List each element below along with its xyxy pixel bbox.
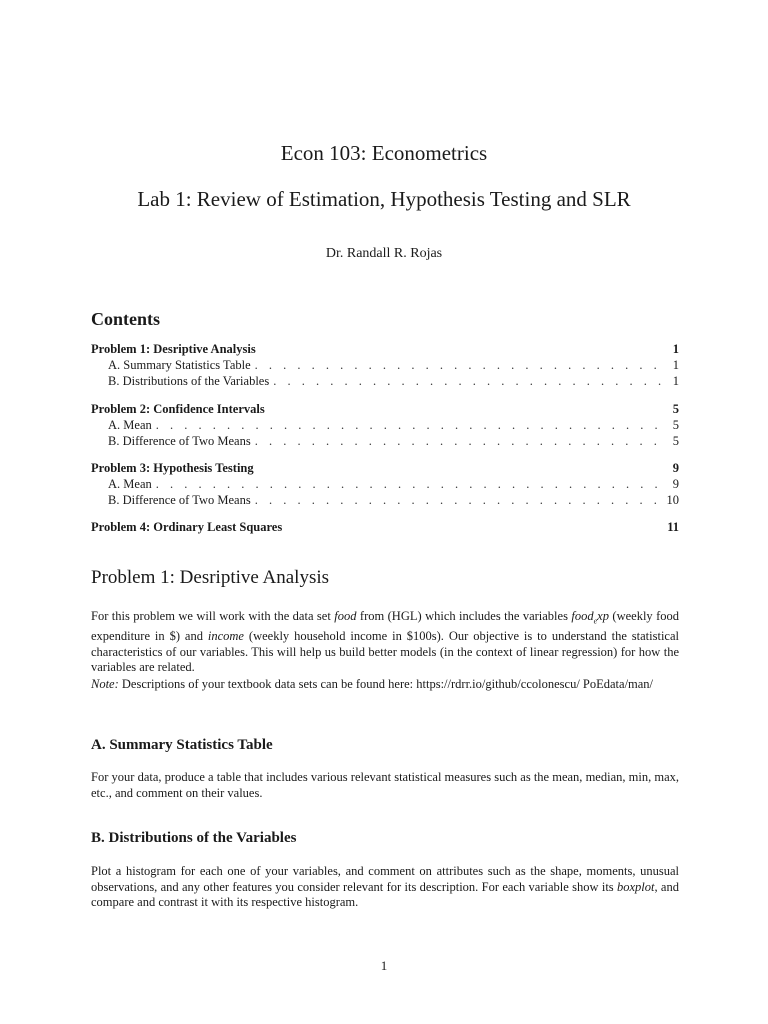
toc-entry-label: A. Summary Statistics Table xyxy=(108,358,251,372)
toc-page-number: 9 xyxy=(672,477,679,491)
section-a-text: For your data, produce a table that includes various relevant statistical measures such as the mean, median, min, max, etc., and comment on their values. xyxy=(91,770,679,800)
toc-entry-problem-1[interactable] xyxy=(91,341,679,357)
toc-page-number: 5 xyxy=(672,402,679,416)
toc-entry-problem-2[interactable] xyxy=(91,401,679,417)
section-b-heading: B. Distributions of the Variables xyxy=(91,830,297,846)
toc-entry-problem-3[interactable] xyxy=(91,460,679,476)
toc-entry-label: Problem 4: Ordinary Least Squares xyxy=(91,520,283,534)
toc-leader-dots xyxy=(255,433,661,449)
toc-leader-dots xyxy=(156,417,661,433)
section-b-text: Plot a histogram for each one of your variables, and comment on attributes such as the shape, moments, unusual observations, and any other features you consider relevant for its description. For each variable show its boxplot, and compare and contrast it with its respective histogram. xyxy=(91,864,679,909)
course-title: Econ 103: Econometrics xyxy=(280,141,488,165)
toc-entry-2b[interactable] xyxy=(91,433,679,449)
toc-entry-label: Problem 3: Hypothesis Testing xyxy=(91,461,254,475)
variable-income: income xyxy=(207,629,244,643)
toc-page-number: 1 xyxy=(672,358,679,372)
variable-food-exp: food$_e$xp xyxy=(571,609,609,626)
toc-entry-label: B. Difference of Two Means xyxy=(108,493,251,507)
page-number: 1 xyxy=(380,958,388,973)
note-text: Descriptions of your textbook data sets can be found here: https://rdrr.io/github/ccolonescu/ PoEdata/man/ xyxy=(118,677,654,691)
toc-leader-dots xyxy=(273,373,661,389)
toc-group-3 xyxy=(91,460,679,508)
toc-group-1 xyxy=(91,341,679,389)
toc-entry-label: B. Distributions of the Variables xyxy=(108,374,270,388)
toc-entry-problem-4[interactable] xyxy=(91,519,679,535)
contents-heading: Contents xyxy=(91,309,161,329)
dataset-name: food xyxy=(334,609,357,623)
toc-entry-label: A. Mean xyxy=(108,418,152,432)
toc-entry-1a[interactable] xyxy=(91,357,679,373)
toc-entry-label: Problem 1: Desriptive Analysis xyxy=(91,342,256,356)
toc-entry-label: Problem 2: Confidence Intervals xyxy=(91,402,265,416)
author: Dr. Randall R. Rojas xyxy=(325,246,443,261)
toc-entry-1b[interactable] xyxy=(91,373,679,389)
toc-page-number: 5 xyxy=(672,434,679,448)
toc-entry-label: A. Mean xyxy=(108,477,152,491)
toc-page-number: 1 xyxy=(672,342,679,356)
toc-page-number: 1 xyxy=(672,374,679,388)
toc-page-number: 5 xyxy=(672,418,679,432)
section-a-heading: A. Summary Statistics Table xyxy=(91,737,273,753)
toc-leader-dots xyxy=(255,357,661,373)
problem-1-heading: Problem 1: Desriptive Analysis xyxy=(91,567,330,588)
toc-leader-dots xyxy=(156,476,661,492)
toc-entry-3a[interactable] xyxy=(91,476,679,492)
toc-entry-label: B. Difference of Two Means xyxy=(108,434,251,448)
toc-leader-dots xyxy=(255,492,661,508)
toc-page-number: 9 xyxy=(672,461,679,475)
toc-entry-2a[interactable] xyxy=(91,417,679,433)
toc-page-number: 10 xyxy=(666,493,679,507)
toc-entry-3b[interactable] xyxy=(91,492,679,508)
note-label: Note: xyxy=(91,677,119,691)
toc-page-number: 11 xyxy=(667,520,679,534)
lab-title: Lab 1: Review of Estimation, Hypothesis Testing and SLR xyxy=(137,187,631,211)
note-paragraph xyxy=(91,677,679,693)
boxplot-term: boxplot xyxy=(616,879,655,894)
toc-group-4 xyxy=(91,519,679,535)
toc-group-2 xyxy=(91,401,679,449)
problem-1-intro: For this problem we will work with the data set food from (HGL) which includes the variables food$_e$xp (weekly food expenditure in $) and income (weekly household income in $100s). Our objective is to understand the statistical characteristics of our variables. This will help us build better models (in the context of linear regression) for how the variables are related. xyxy=(91,609,680,674)
